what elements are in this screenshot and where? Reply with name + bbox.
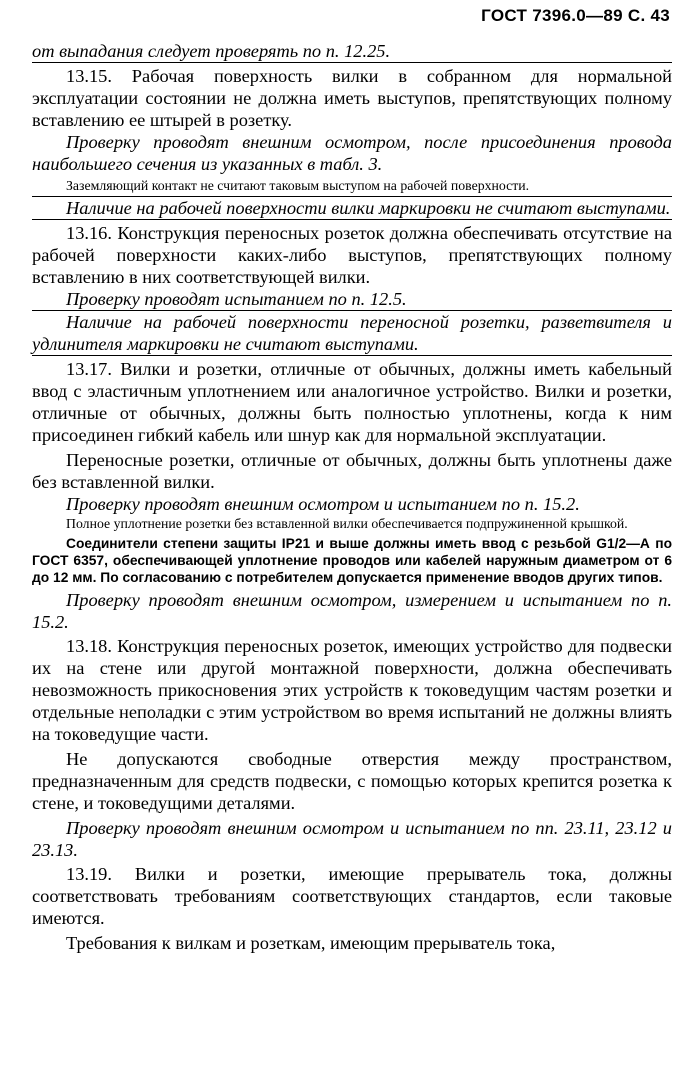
paragraph-continuation-note: от выпадания следует проверять по п. 12.25. (32, 40, 672, 63)
paragraph-13-15-check: Проверку проводят внешним осмотром, после присоединения провода наибольшего сечения из указанных в табл. 3. (32, 132, 672, 174)
paragraph-13-17: 13.17. Вилки и розетки, отличные от обычных, должны иметь кабельный ввод с эластичным уплотнением или аналогичное устройство. Вилки и розетки, отличные от обычных, должны быть полностью уплотнены, когда к ним присоединен гибкий кабель или шнур как для нормальной эксплуатации. (32, 359, 672, 445)
paragraph-13-16-check: Проверку проводят испытанием по п. 12.5. (66, 289, 407, 309)
paragraph-13-17-check: Проверку проводят внешним осмотром и испытанием по п. 15.2. (66, 494, 580, 514)
note-spring-cover: Полное уплотнение розетки без вставленной вилки обеспечивается подпружиненной крышкой. (66, 516, 628, 531)
paragraph-13-17-portable: Переносные розетки, отличные от обычных, должны быть уплотнены даже без вставленной вилки. (32, 450, 672, 492)
amendment-13-16-marking: Наличие на рабочей поверхности переносной розетки, разветвителя и удлинителя маркировки не считают выступами. (32, 312, 672, 354)
paragraph-13-19-requirements: Требования к вилкам и розеткам, имеющим прерыватель тока, (66, 933, 556, 953)
paragraph-13-18-check: Проверку проводят внешним осмотром и испытанием по пп. 23.11, 23.12 и 23.13. (32, 818, 672, 860)
paragraph-13-19: 13.19. Вилки и розетки, имеющие прерыватель тока, должны соответствовать требованиям соответствующих стандартов, если таковые имеются. (32, 864, 672, 928)
note-grounding-contact: Заземляющий контакт не считают таковым выступом на рабочей поверхности. (66, 178, 530, 193)
paragraph-13-18: 13.18. Конструкция переносных розеток, имеющих устройство для подвески их на стене или другой монтажной поверхности, должна обеспечивать невозможность прикосновения этих устройств к токоведущим частям розетки и отдельные неполадки с этим устройством во время испытаний не должны влиять на токоведущие части. (32, 636, 672, 744)
paragraph-13-15: 13.15. Рабочая поверхность вилки в собранном для нормальной эксплуатации состоянии не должна иметь выступов, препятствующих полному вставлению ее штырей в розетку. (32, 66, 672, 130)
page-body (32, 40, 672, 954)
paragraph-13-17-check-2: Проверку проводят внешним осмотром, измерением и испытанием по п. 15.2. (32, 590, 672, 632)
paragraph-13-18-openings: Не допускаются свободные отверстия между пространством, предназначенным для средств подвески, с помощью которых крепится розетка к стене, и токоведущими деталями. (32, 749, 672, 813)
page-header: ГОСТ 7396.0—89 С. 43 (481, 6, 670, 25)
paragraph-13-16: 13.16. Конструкция переносных розеток должна обеспечивать отсутствие на рабочей поверхности каких-либо выступов, препятствующих полному вставлению в них соответствующей вилки. (32, 223, 672, 287)
paragraph-13-17-ip21: Соединители степени защиты IP21 и выше должны иметь ввод с резьбой G1/2—А по ГОСТ 6357, обеспечивающей уплотнение проводов или кабелей наружным диаметром от 6 до 12 мм. По согласованию с потребителем допускается применение вводов других типов. (32, 536, 672, 585)
amendment-13-15-marking: Наличие на рабочей поверхности вилки маркировки не считают выступами. (32, 196, 672, 220)
